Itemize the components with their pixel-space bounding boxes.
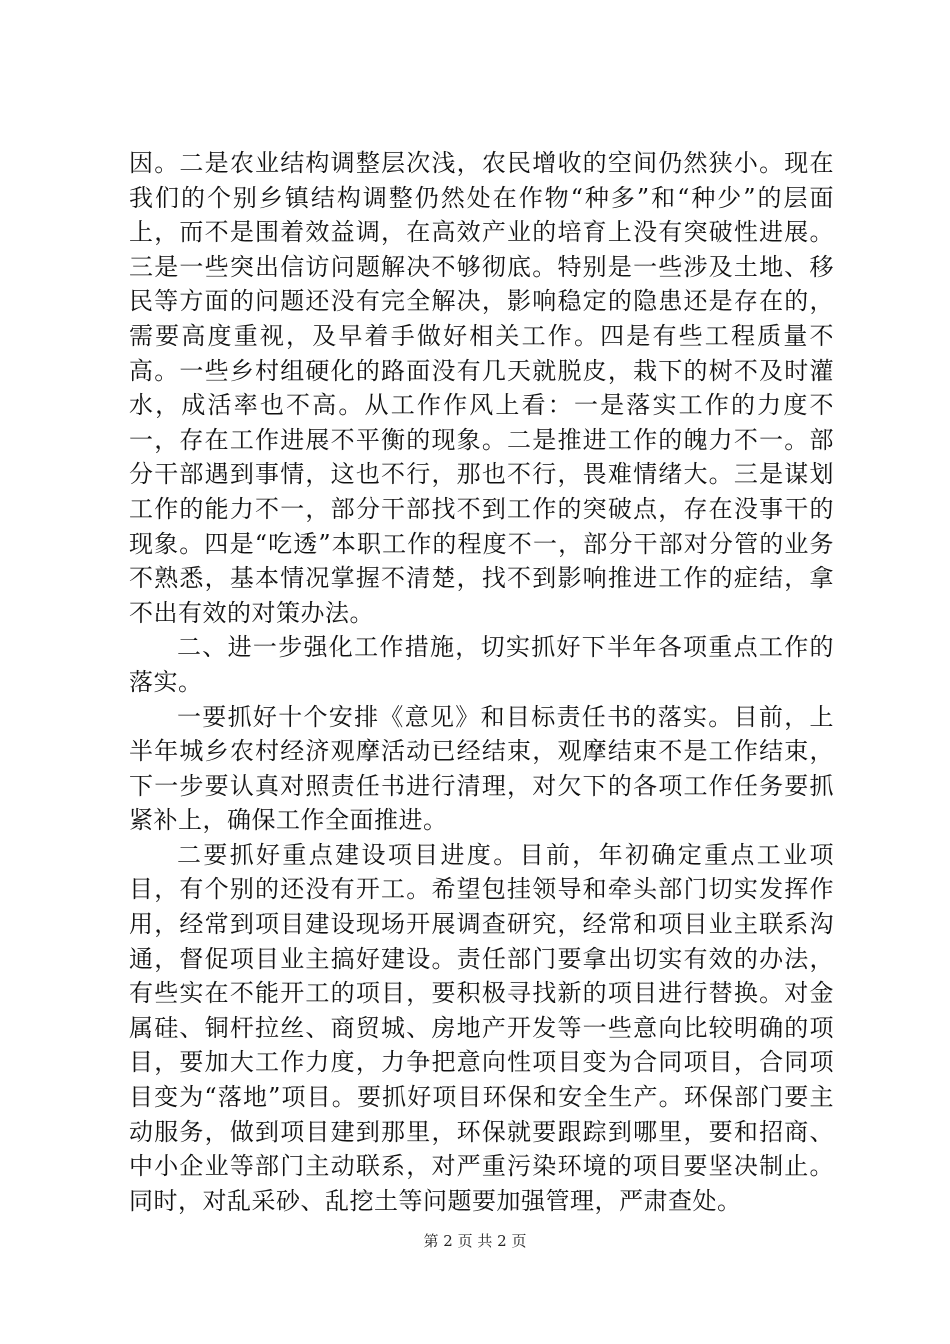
document-body: [129, 146, 834, 1218]
paragraph-section-heading-two: 二、进一步强化工作措施，切实抓好下半年各项重点工作的落实。: [129, 633, 834, 696]
paragraph-item-two: 二要抓好重点建设项目进度。目前，年初确定重点工业项目，有个别的还没有开工。希望包挂领导和牵头部门切实发挥作用，经常到项目建设现场开展调查研究，经常和项目业主联系沟通，督促项目业主搞好建设。责任部门要拿出切实有效的办法，有些实在不能开工的项目，要积极寻找新的项目进行替换。对金属硅、铜杆拉丝、商贸城、房地产开发等一些意向比较明确的项目，要加大工作力度，力争把意向性项目变为合同项目，合同项目变为“落地”项目。要抓好项目环保和安全生产。环保部门要主动服务，做到项目建到那里，环保就要跟踪到哪里，要和招商、中小企业等部门主动联系，对严重污染环境的项目要坚决制止。同时，对乱采砂、乱挖土等问题要加强管理，严肃查处。: [129, 840, 834, 1215]
paragraph-continued-problems: 因。二是农业结构调整层次浅，农民增收的空间仍然狭小。现在我们的个别乡镇结构调整仍然处在作物“种多”和“种少”的层面上，而不是围着效益调，在高效产业的培育上没有突破性进展。三是一些突出信访问题解决不够彻底。特别是一些涉及土地、移民等方面的问题还没有完全解决，影响稳定的隐患还是存在的，需要高度重视，及早着手做好相关工作。四是有些工程质量不高。一些乡村组硬化的路面没有几天就脱皮，栽下的树不及时灌水，成活率也不高。从工作作风上看：一是落实工作的力度不一，存在工作进展不平衡的现象。二是推进工作的魄力不一。部分干部遇到事情，这也不行，那也不行，畏难情绪大。三是谋划工作的能力不一，部分干部找不到工作的突破点，存在没事干的现象。四是“吃透”本职工作的程度不一，部分干部对分管的业务不熟悉，基本情况掌握不清楚，找不到影响推进工作的症结，拿不出有效的对策办法。: [129, 149, 834, 627]
paragraph-item-one: 一要抓好十个安排《意见》和目标责任书的落实。目前，上半年城乡农村经济观摩活动已经结束，观摩结束不是工作结束，下一步要认真对照责任书进行清理，对欠下的各项工作任务要抓紧补上，确保工作全面推进。: [129, 702, 834, 835]
page-number-footer: 第 2 页 共 2 页: [423, 1232, 527, 1250]
